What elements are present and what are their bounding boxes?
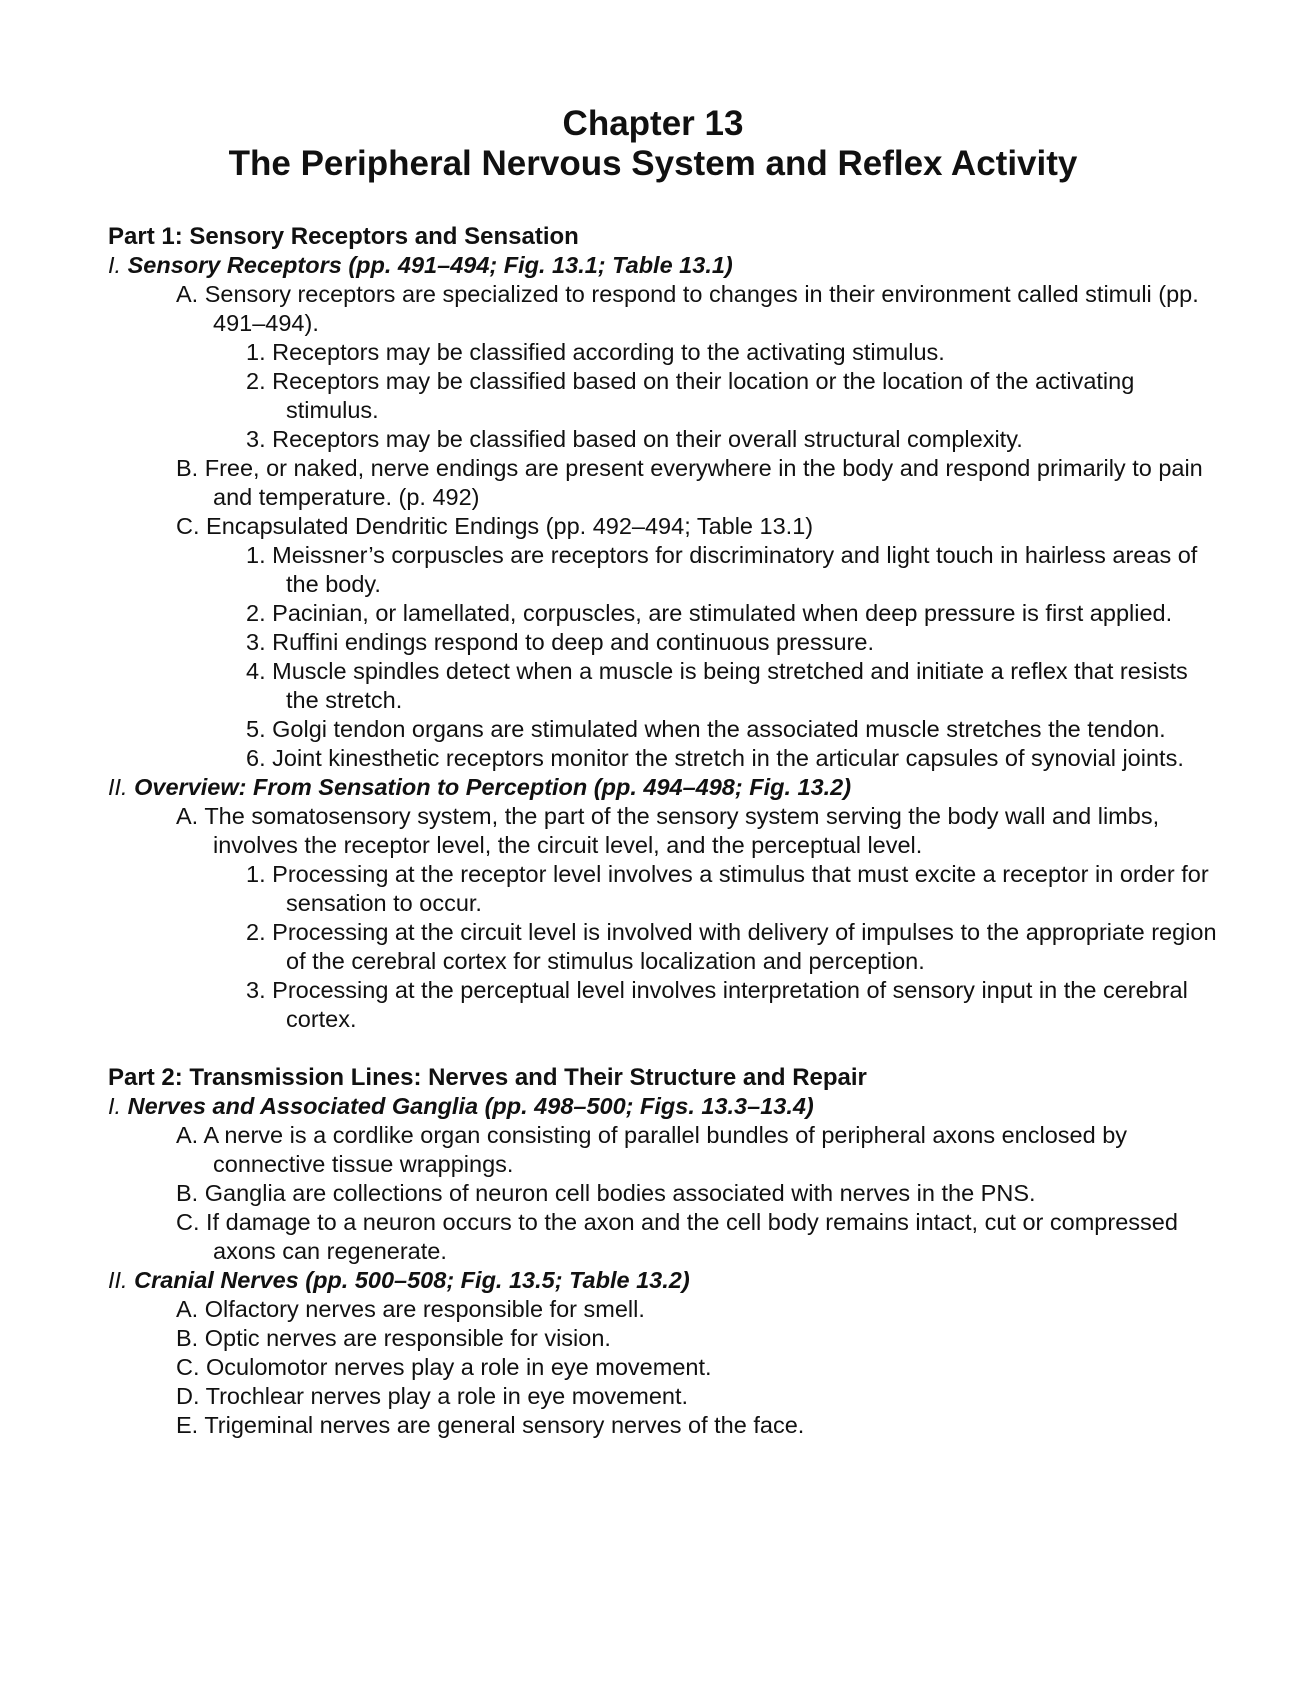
outline-item-text: Olfactory nerves are responsible for smell.	[204, 1296, 645, 1322]
outline-item-text: Sensory receptors are specialized to respond to changes in their environment called stimuli (pp. 491–494).	[204, 281, 1199, 336]
section-title: Nerves and Associated Ganglia (pp. 498–500; Figs. 13.3–13.4)	[127, 1093, 814, 1119]
outline-item-text: Free, or naked, nerve endings are present everywhere in the body and respond primarily to pain and temperature. (p. 492)	[204, 455, 1203, 510]
outline-item-text: A nerve is a cordlike organ consisting of parallel bundles of peripheral axons enclosed by connective tissue wrappings.	[203, 1122, 1128, 1177]
outline-item-text: Trigeminal nerves are general sensory nerves of the face.	[204, 1412, 805, 1438]
outline-subitem	[108, 599, 1218, 628]
outline-subitem	[108, 715, 1218, 744]
outline-item	[108, 802, 1218, 860]
outline-subitem-text: Receptors may be classified based on their overall structural complexity.	[272, 426, 1023, 452]
outline-subitem	[108, 976, 1218, 1034]
outline-subitem	[108, 425, 1218, 454]
outline-subitem-text: Muscle spindles detect when a muscle is being stretched and initiate a reflex that resists the stretch.	[272, 658, 1188, 713]
section-heading	[108, 773, 1218, 802]
outline-subitem-text: Receptors may be classified according to the activating stimulus.	[272, 339, 945, 365]
outline-item-text: Optic nerves are responsible for vision.	[204, 1325, 611, 1351]
outline-subitem-label: 1.	[246, 339, 273, 365]
outline-item	[108, 454, 1218, 512]
outline-subitem	[108, 628, 1218, 657]
outline-subitem	[108, 744, 1218, 773]
outline-subitem	[108, 657, 1218, 715]
outline-subitem	[108, 860, 1218, 918]
outline-item-label: A.	[176, 1296, 205, 1322]
outline-subitem-label: 6.	[246, 745, 273, 771]
outline-subitem-label: 5.	[246, 716, 273, 742]
outline-item	[108, 1353, 1218, 1382]
outline-item-text: Oculomotor nerves play a role in eye movement.	[206, 1354, 712, 1380]
outline-subitem-label: 2.	[246, 368, 273, 394]
outline-item-label: C.	[176, 1209, 207, 1235]
outline-subitem-label: 2.	[246, 919, 273, 945]
outline-subitem	[108, 541, 1218, 599]
outline-item-label: A.	[176, 1122, 204, 1148]
outline-item-label: B.	[176, 1180, 205, 1206]
outline-subitem	[108, 918, 1218, 976]
section-number: I.	[108, 1093, 128, 1119]
outline-item-label: A.	[176, 281, 205, 307]
outline-subitem-label: 3.	[246, 426, 273, 452]
outline-body	[108, 222, 1218, 1440]
part-heading: Part 1: Sensory Receptors and Sensation	[108, 223, 579, 250]
section-title: Cranial Nerves (pp. 500–508; Fig. 13.5; Table 13.2)	[134, 1267, 690, 1293]
outline-subitem	[108, 338, 1218, 367]
chapter-number: Chapter 13	[562, 104, 744, 143]
outline-item	[108, 512, 1218, 541]
outline-subitem-text: Meissner’s corpuscles are receptors for discriminatory and light touch in hairless areas of the body.	[272, 542, 1198, 597]
outline-item-label: C.	[176, 513, 207, 539]
outline-item-text: The somatosensory system, the part of the sensory system serving the body wall and limbs, involves the receptor level, the circuit level, and the perceptual level.	[204, 803, 1160, 858]
section-number: II.	[108, 1267, 135, 1293]
outline-item	[108, 1411, 1218, 1440]
section-title: Overview: From Sensation to Perception (pp. 494–498; Fig. 13.2)	[134, 774, 852, 800]
outline-subitem-text: Ruffini endings respond to deep and continuous pressure.	[272, 629, 874, 655]
outline-subitem-text: Joint kinesthetic receptors monitor the stretch in the articular capsules of synovial joints.	[272, 745, 1184, 771]
section-heading	[108, 1092, 1218, 1121]
outline-subitem-text: Processing at the perceptual level involves interpretation of sensory input in the cerebral cortex.	[272, 977, 1188, 1032]
section-heading	[108, 251, 1218, 280]
outline-subitem-label: 3.	[246, 977, 273, 1003]
outline-item-label: B.	[176, 1325, 205, 1351]
section-heading	[108, 1266, 1218, 1295]
outline-subitem-label: 4.	[246, 658, 273, 684]
outline-subitem-text: Receptors may be classified based on their location or the location of the activating stimulus.	[272, 368, 1135, 423]
outline-subitem-label: 3.	[246, 629, 273, 655]
outline-item-label: D.	[176, 1383, 206, 1409]
outline-item	[108, 1295, 1218, 1324]
outline-item	[108, 1179, 1218, 1208]
section-number: II.	[108, 774, 135, 800]
outline-item-text: Ganglia are collections of neuron cell bodies associated with nerves in the PNS.	[204, 1180, 1036, 1206]
outline-item	[108, 1382, 1218, 1411]
outline-subitem-label: 1.	[246, 861, 273, 887]
outline-item-label: B.	[176, 455, 205, 481]
outline-subitem-text: Processing at the circuit level is involved with delivery of impulses to the appropriate region of the cerebral cortex for stimulus localization and perception.	[272, 919, 1217, 974]
outline-item-text: Encapsulated Dendritic Endings (pp. 492–494; Table 13.1)	[206, 513, 814, 539]
outline-item-label: C.	[176, 1354, 207, 1380]
outline-item-label: E.	[176, 1412, 205, 1438]
chapter-title: The Peripheral Nervous System and Reflex Activity	[228, 144, 1078, 183]
outline-subitem-text: Pacinian, or lamellated, corpuscles, are stimulated when deep pressure is first applied.	[272, 600, 1173, 626]
section-spacer	[108, 1034, 1218, 1063]
outline-item	[108, 280, 1218, 338]
outline-subitem	[108, 367, 1218, 425]
section-title: Sensory Receptors (pp. 491–494; Fig. 13.1; Table 13.1)	[127, 252, 733, 278]
part-heading: Part 2: Transmission Lines: Nerves and Their Structure and Repair	[108, 1064, 867, 1091]
outline-item	[108, 1324, 1218, 1353]
outline-subitem-text: Processing at the receptor level involves a stimulus that must excite a receptor in order for sensation to occur.	[272, 861, 1209, 916]
outline-subitem-label: 1.	[246, 542, 273, 568]
outline-item	[108, 1208, 1218, 1266]
outline-subitem-text: Golgi tendon organs are stimulated when the associated muscle stretches the tendon.	[272, 716, 1166, 742]
outline-item-label: A.	[176, 803, 205, 829]
outline-subitem-label: 2.	[246, 600, 273, 626]
section-number: I.	[108, 252, 128, 278]
outline-item	[108, 1121, 1218, 1179]
outline-item-text: If damage to a neuron occurs to the axon and the cell body remains intact, cut or compressed axons can regenerate.	[206, 1209, 1178, 1264]
outline-item-text: Trochlear nerves play a role in eye movement.	[205, 1383, 689, 1409]
